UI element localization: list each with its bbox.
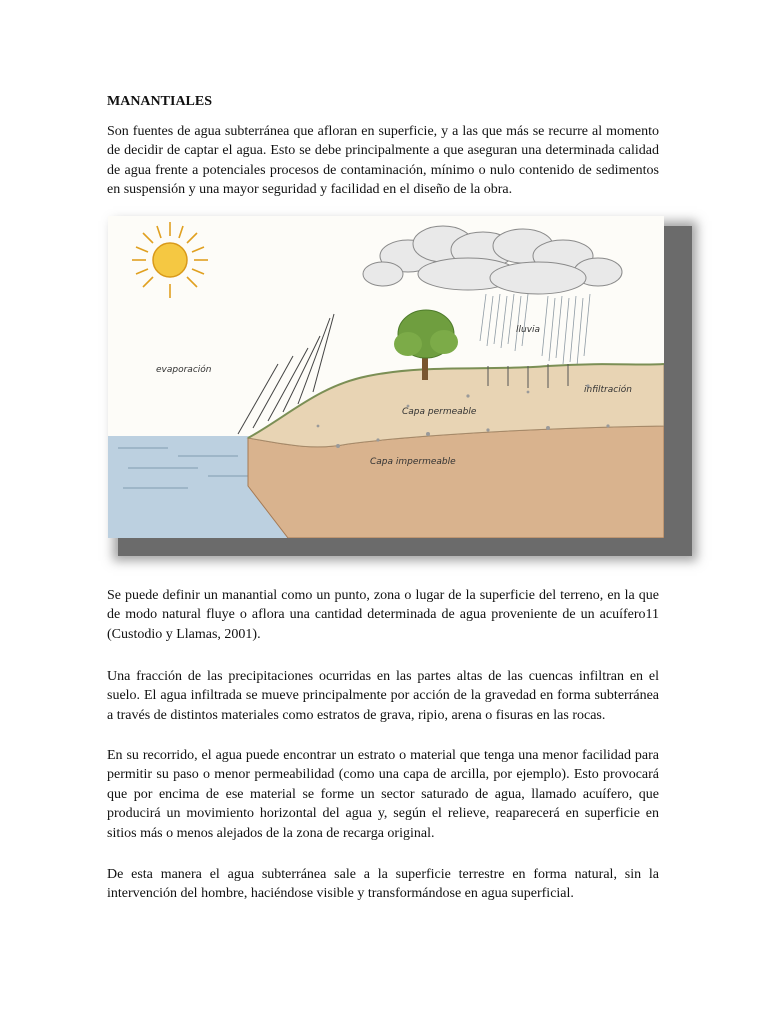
paragraph-conclusion: De esta manera el agua subterránea sale a la superficie terrestre en forma natural, sin la intervención del hombre, haciéndose visible y transformándose en agua superficial. [107, 867, 659, 902]
paragraph-definition: Se puede definir un manantial como un punto, zona o lugar de la superficie del terreno, en la que de modo natural fluye o aflora una cantidad determinada de agua proveniente de un acuífero11 (Custodio y Llamas, 2001). [107, 588, 659, 642]
paragraph-infiltration: Una fracción de las precipitaciones ocurridas en las partes altas de las cuencas infiltran en el suelo. El agua infiltrada se mueve principalmente por acción de la gravedad en forma subterránea a través de distintos materiales como estratos de grava, ripio, arena o fisuras en las rocas. [107, 669, 659, 723]
sun-icon [132, 222, 208, 298]
document-title: MANANTIALES [107, 94, 213, 109]
spring-diagram [108, 216, 664, 538]
label-rain: lluvia [516, 325, 541, 335]
paragraph-aquifer: En su recorrido, el agua puede encontrar un estrato o material que tenga una menor facilidad para permitir su paso o menor permeabilidad (como una capa de arcilla, por ejemplo). Esto provocará que por encima de ese material se forme un sector saturado de agua, llamado acuífero, que producirá un movimiento horizontal del agua y, según el relieve, reaparecerá en superficie en sitios más o menos alejados de la zona de recarga original. [107, 748, 659, 841]
paragraph-intro: Son fuentes de agua subterránea que afloran en superficie, y a las que más se recurre al momento de decidir de captar el agua. Esto se debe principalmente a que aseguran una determinada calidad de agua frente a potenciales procesos de contaminación, mínimo o nulo contenido de sedimentos en suspensión y una mayor seguridad y facilidad en el diseño de la obra. [107, 124, 659, 198]
label-infiltration: infiltración [584, 385, 632, 395]
label-permeable-layer: Capa permeable [402, 407, 477, 417]
cloud-icon [363, 226, 622, 294]
spring-illustration [108, 216, 664, 538]
label-impermeable-layer: Capa impermeable [370, 457, 456, 467]
label-evaporation: evaporación [156, 365, 212, 375]
